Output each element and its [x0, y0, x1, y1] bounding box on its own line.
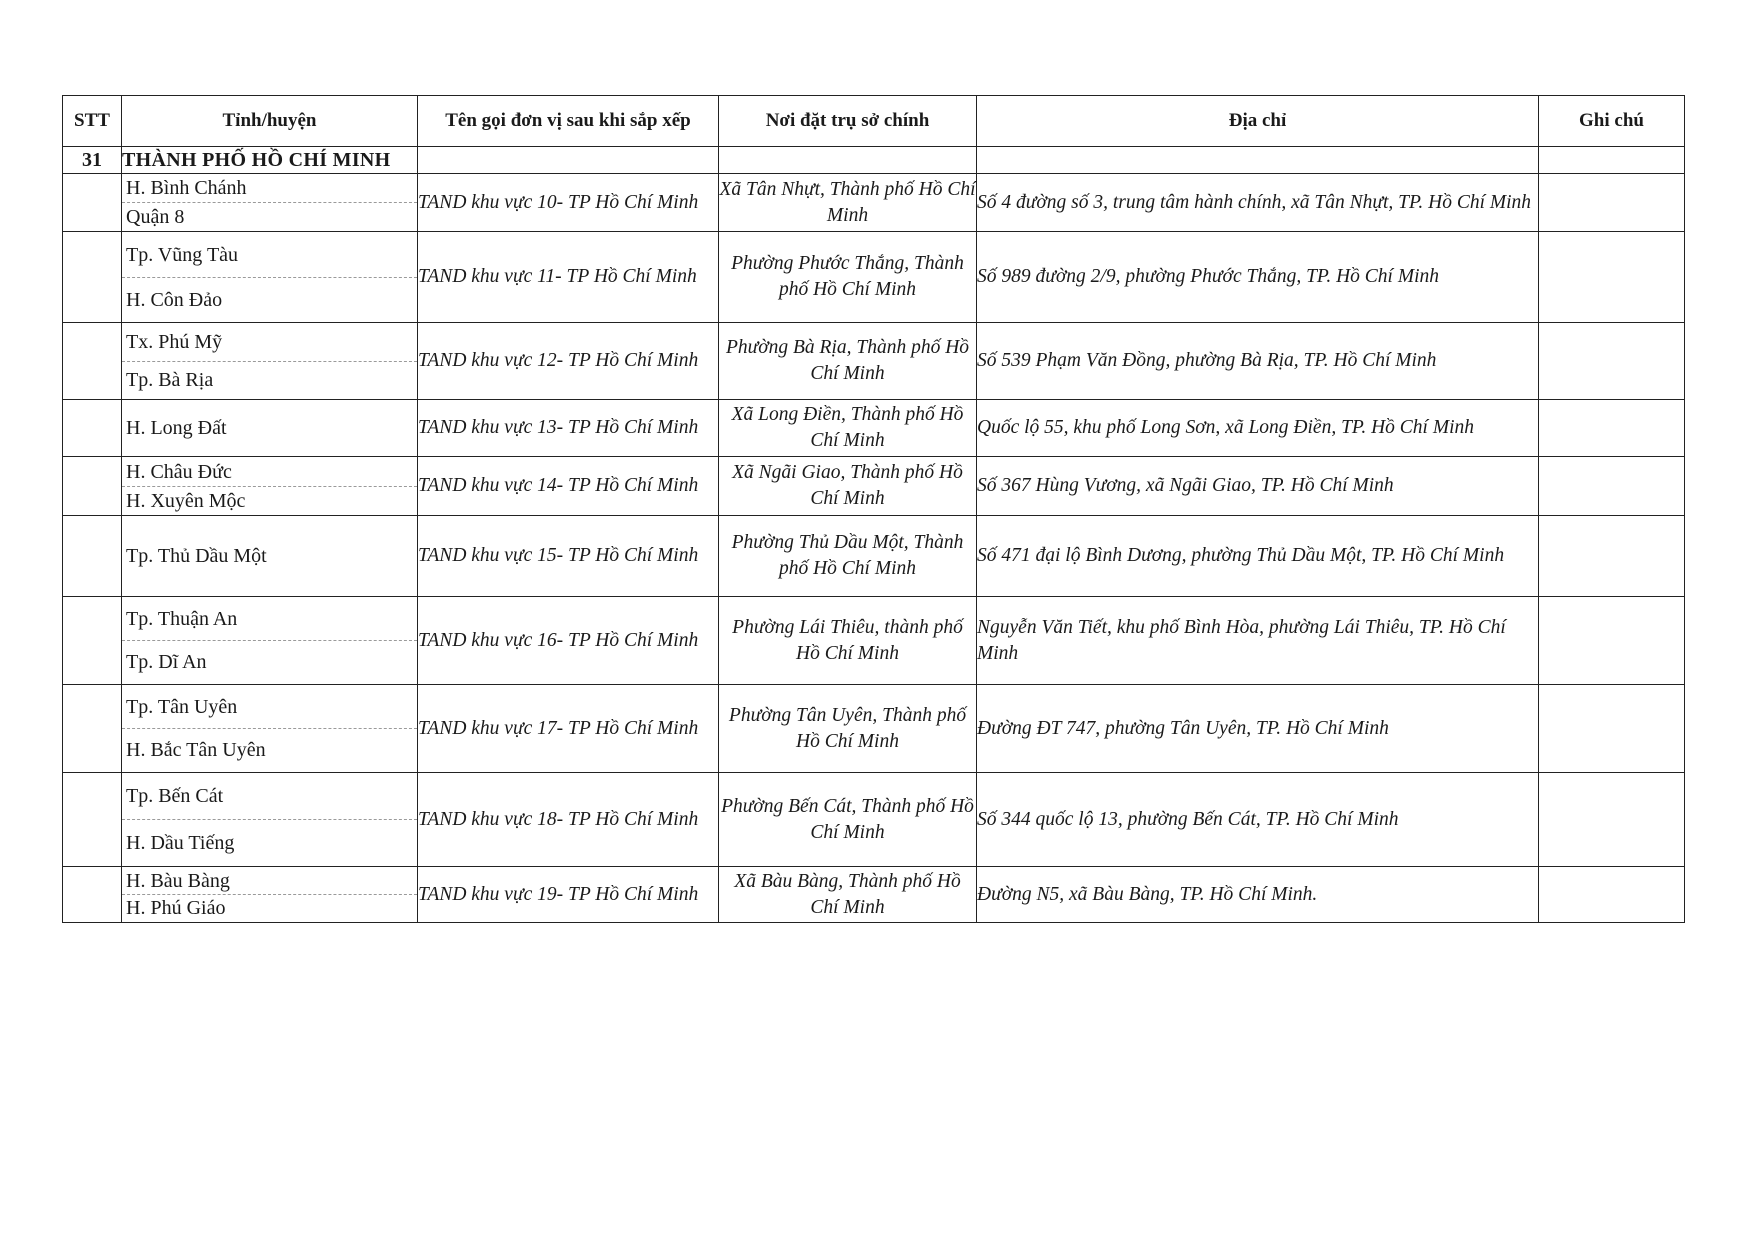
unit-name-cell: TAND khu vực 15- TP Hồ Chí Minh: [418, 516, 719, 597]
row-stt-cell: [63, 516, 122, 597]
table-row: [63, 457, 1685, 516]
district-list: [122, 401, 417, 456]
unit-name-cell: TAND khu vực 11- TP Hồ Chí Minh: [418, 232, 719, 323]
district-name: H. Bình Chánh: [126, 177, 247, 200]
province-empty-cell: [719, 147, 977, 174]
row-districts-cell: [122, 232, 418, 323]
district-name: H. Long Đất: [126, 417, 227, 439]
row-districts-cell: [122, 867, 418, 923]
headquarters-cell: Xã Long Điền, Thành phố Hồ Chí Minh: [719, 400, 977, 457]
table-row: [63, 597, 1685, 685]
row-districts-cell: [122, 457, 418, 516]
note-cell: [1539, 773, 1685, 867]
table-row: [63, 685, 1685, 773]
district-name: H. Dầu Tiếng: [122, 819, 417, 866]
header-stt: STT: [63, 96, 122, 147]
row-districts-cell: [122, 597, 418, 685]
address-cell: Số 4 đường số 3, trung tâm hành chính, xã Tân Nhựt, TP. Hồ Chí Minh: [977, 174, 1539, 232]
headquarters-cell: Phường Lái Thiêu, thành phố Hồ Chí Minh: [719, 597, 977, 685]
district-list: [122, 458, 417, 515]
address-cell: Đường N5, xã Bàu Bàng, TP. Hồ Chí Minh.: [977, 867, 1539, 923]
row-stt-cell: [63, 773, 122, 867]
header-district: Tỉnh/huyện: [122, 96, 418, 147]
header-unit: Tên gọi đơn vị sau khi sắp xếp: [418, 96, 719, 147]
district-name: H. Côn Đảo: [122, 277, 417, 322]
row-stt-cell: [63, 232, 122, 323]
district-name: H. Xuyên Mộc: [122, 486, 417, 515]
row-stt-cell: [63, 323, 122, 400]
province-empty-cell: [418, 147, 719, 174]
address-cell: Đường ĐT 747, phường Tân Uyên, TP. Hồ Chí Minh: [977, 685, 1539, 773]
headquarters-cell: Xã Ngãi Giao, Thành phố Hồ Chí Minh: [719, 457, 977, 516]
unit-name-cell: TAND khu vực 16- TP Hồ Chí Minh: [418, 597, 719, 685]
district-name: H. Phú Giáo: [122, 894, 417, 922]
unit-name-cell: TAND khu vực 12- TP Hồ Chí Minh: [418, 323, 719, 400]
address-cell: Số 367 Hùng Vương, xã Ngãi Giao, TP. Hồ Chí Minh: [977, 457, 1539, 516]
district-name: Tp. Dĩ An: [122, 640, 417, 684]
district-name: Tp. Thuận An: [126, 607, 238, 630]
district-name: H. Châu Đức: [126, 460, 232, 483]
address-cell: Số 471 đại lộ Bình Dương, phường Thủ Dầu Một, TP. Hồ Chí Minh: [977, 516, 1539, 597]
unit-name-cell: TAND khu vực 13- TP Hồ Chí Minh: [418, 400, 719, 457]
note-cell: [1539, 232, 1685, 323]
note-cell: [1539, 400, 1685, 457]
row-districts-cell: [122, 323, 418, 400]
note-cell: [1539, 867, 1685, 923]
row-districts-cell: [122, 174, 418, 232]
address-cell: Số 344 quốc lộ 13, phường Bến Cát, TP. Hồ Chí Minh: [977, 773, 1539, 867]
district-name: H. Bắc Tân Uyên: [122, 728, 417, 772]
header-note: Ghi chú: [1539, 96, 1685, 147]
row-districts-cell: [122, 516, 418, 597]
note-cell: [1539, 174, 1685, 232]
table-row: [63, 174, 1685, 232]
row-stt-cell: [63, 597, 122, 685]
district-name: Tp. Bà Rịa: [122, 361, 417, 399]
headquarters-cell: Xã Bàu Bàng, Thành phố Hồ Chí Minh: [719, 867, 977, 923]
note-cell: [1539, 597, 1685, 685]
unit-name-cell: TAND khu vực 18- TP Hồ Chí Minh: [418, 773, 719, 867]
district-name: Quận 8: [122, 202, 417, 231]
unit-name-cell: TAND khu vực 10- TP Hồ Chí Minh: [418, 174, 719, 232]
address-cell: Nguyễn Văn Tiết, khu phố Bình Hòa, phường Lái Thiêu, TP. Hồ Chí Minh: [977, 597, 1539, 685]
province-stt: 31: [63, 147, 122, 174]
header-hq: Nơi đặt trụ sở chính: [719, 96, 977, 147]
district-list: [122, 774, 417, 866]
province-empty-cell: [1539, 147, 1685, 174]
district-list: [122, 233, 417, 322]
district-list: [122, 868, 417, 922]
table-row: [63, 867, 1685, 923]
row-stt-cell: [63, 400, 122, 457]
province-name: THÀNH PHỐ HỒ CHÍ MINH: [122, 147, 418, 174]
note-cell: [1539, 685, 1685, 773]
headquarters-cell: Phường Bến Cát, Thành phố Hồ Chí Minh: [719, 773, 977, 867]
row-districts-cell: [122, 685, 418, 773]
headquarters-cell: Xã Tân Nhựt, Thành phố Hồ Chí Minh: [719, 174, 977, 232]
row-districts-cell: [122, 400, 418, 457]
district-list: [122, 324, 417, 399]
headquarters-cell: Phường Phước Thắng, Thành phố Hồ Chí Minh: [719, 232, 977, 323]
court-units-table: [62, 95, 1685, 923]
unit-name-cell: TAND khu vực 17- TP Hồ Chí Minh: [418, 685, 719, 773]
district-name: Tp. Tân Uyên: [126, 695, 238, 718]
district-list: [122, 175, 417, 231]
province-row: [63, 147, 1685, 174]
table-row: [63, 516, 1685, 597]
district-list: [122, 517, 417, 596]
row-stt-cell: [63, 867, 122, 923]
unit-name-cell: TAND khu vực 19- TP Hồ Chí Minh: [418, 867, 719, 923]
unit-name-cell: TAND khu vực 14- TP Hồ Chí Minh: [418, 457, 719, 516]
row-districts-cell: [122, 773, 418, 867]
headquarters-cell: Phường Thủ Dầu Một, Thành phố Hồ Chí Minh: [719, 516, 977, 597]
district-name: Tp. Bến Cát: [126, 785, 224, 808]
row-stt-cell: [63, 685, 122, 773]
address-cell: Số 989 đường 2/9, phường Phước Thắng, TP. Hồ Chí Minh: [977, 232, 1539, 323]
province-empty-cell: [977, 147, 1539, 174]
row-stt-cell: [63, 457, 122, 516]
note-cell: [1539, 323, 1685, 400]
address-cell: Quốc lộ 55, khu phố Long Sơn, xã Long Điền, TP. Hồ Chí Minh: [977, 400, 1539, 457]
header-address: Địa chỉ: [977, 96, 1539, 147]
header-row: [63, 96, 1685, 147]
address-cell: Số 539 Phạm Văn Đồng, phường Bà Rịa, TP. Hồ Chí Minh: [977, 323, 1539, 400]
table-row: [63, 400, 1685, 457]
note-cell: [1539, 516, 1685, 597]
table-row: [63, 232, 1685, 323]
table-row: [63, 323, 1685, 400]
note-cell: [1539, 457, 1685, 516]
district-list: [122, 686, 417, 772]
district-name: Tx. Phú Mỹ: [126, 331, 223, 353]
headquarters-cell: Phường Tân Uyên, Thành phố Hồ Chí Minh: [719, 685, 977, 773]
district-name: Tp. Thủ Dầu Một: [126, 545, 267, 567]
table-row: [63, 773, 1685, 867]
row-stt-cell: [63, 174, 122, 232]
headquarters-cell: Phường Bà Rịa, Thành phố Hồ Chí Minh: [719, 323, 977, 400]
district-list: [122, 598, 417, 684]
district-name: Tp. Vũng Tàu: [126, 243, 239, 266]
district-name: H. Bàu Bàng: [126, 869, 230, 892]
